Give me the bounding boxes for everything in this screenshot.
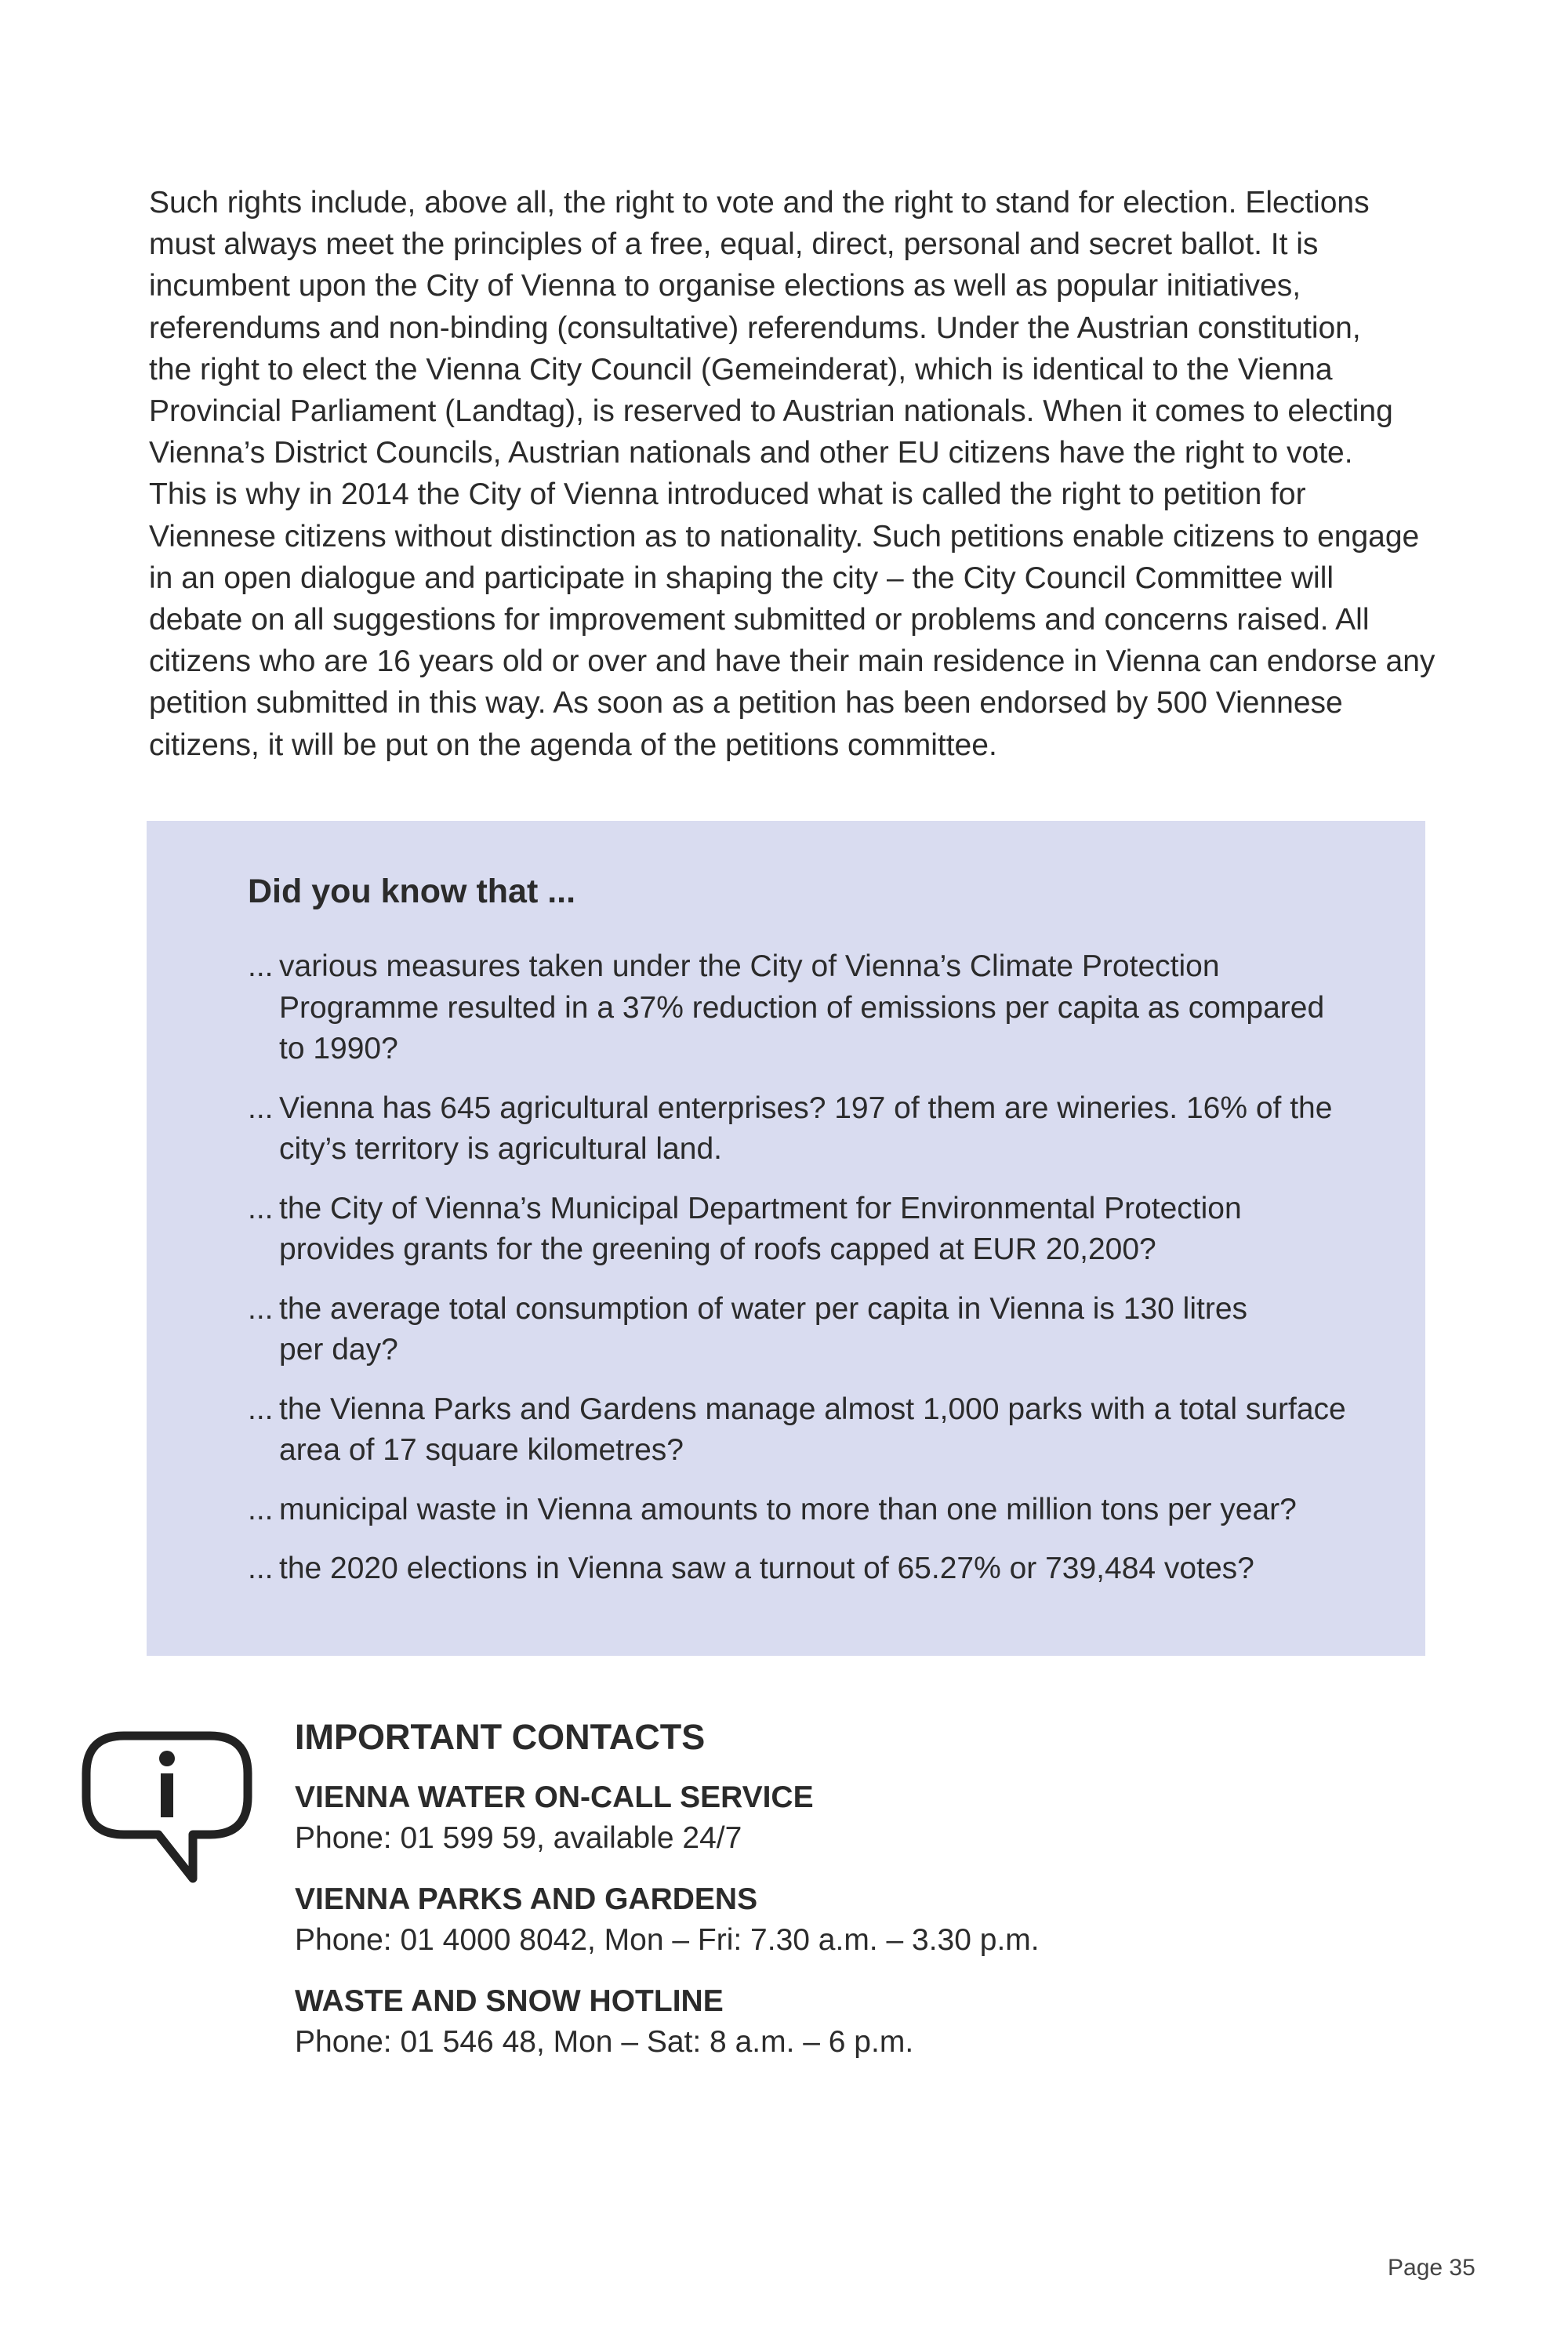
fact-item: [248, 1548, 1361, 1590]
intro-line: Provincial Parliament (Landtag), is reserved to Austrian nationals. When it comes to electing: [149, 394, 1393, 429]
info-speech-bubble-icon: [77, 1725, 257, 1889]
fact-line: Programme resulted in a 37% reduction of emissions per capita as compared: [279, 990, 1325, 1025]
fact-item: [248, 1189, 1361, 1271]
fact-ellipsis: ...: [248, 1091, 274, 1125]
intro-line: referendums and non-binding (consultative) referendums. Under the Austrian constitution,: [149, 310, 1361, 345]
fact-ellipsis: ...: [248, 1291, 274, 1326]
fact-ellipsis: ...: [248, 1492, 274, 1526]
fact-item: [248, 1490, 1361, 1531]
contact-entry: [295, 1981, 1314, 2063]
intro-line: incumbent upon the City of Vienna to organise elections as well as popular initiatives,: [149, 269, 1301, 303]
fact-line: the average total consumption of water per capita in Vienna is 130 litres: [279, 1291, 1248, 1326]
did-you-know-box: [147, 821, 1425, 1656]
fact-line: municipal waste in Vienna amounts to more than one million tons per year?: [279, 1492, 1297, 1526]
contact-name: WASTE AND SNOW HOTLINE: [295, 1984, 724, 2018]
fact-ellipsis: ...: [248, 1191, 274, 1225]
contact-phone: Phone: 01 599 59, available 24/7: [295, 1821, 742, 1855]
fact-item: [248, 1389, 1361, 1472]
contact-entry: [295, 1879, 1314, 1961]
did-you-know-title: Did you know that ...: [248, 873, 576, 910]
page-number: Page 35: [1388, 2255, 1475, 2281]
intro-line: citizens who are 16 years old or over and have their main residence in Vienna can endorse any: [149, 644, 1436, 679]
contact-phone: Phone: 01 4000 8042, Mon – Fri: 7.30 a.m. – 3.30 p.m.: [295, 1923, 1040, 1957]
fact-line: Vienna has 645 agricultural enterprises? 197 of them are wineries. 16% of the: [279, 1091, 1333, 1125]
intro-line: Viennese citizens without distinction as to nationality. Such petitions enable citizens to engage: [149, 519, 1420, 554]
intro-line: Vienna’s District Councils, Austrian nationals and other EU citizens have the right to vote.: [149, 436, 1353, 470]
fact-item: [248, 1289, 1361, 1371]
fact-ellipsis: ...: [248, 1392, 274, 1426]
intro-paragraph: [149, 182, 1436, 766]
fact-line: the 2020 elections in Vienna saw a turnout of 65.27% or 739,484 votes?: [279, 1552, 1254, 1585]
fact-item: [248, 1088, 1361, 1171]
fact-line: to 1990?: [279, 1032, 398, 1065]
intro-line: Such rights include, above all, the right to vote and the right to stand for election. Elections: [149, 186, 1370, 220]
contact-phone: Phone: 01 546 48, Mon – Sat: 8 a.m. – 6 p.m.: [295, 2025, 914, 2059]
fact-line: provides grants for the greening of roofs capped at EUR 20,200?: [279, 1232, 1156, 1266]
intro-line: citizens, it will be put on the agenda of the petitions committee.: [149, 728, 997, 762]
intro-line: in an open dialogue and participate in shaping the city – the City Council Committee will: [149, 561, 1334, 595]
fact-line: per day?: [279, 1333, 398, 1367]
fact-ellipsis: ...: [248, 1552, 274, 1585]
fact-ellipsis: ...: [248, 949, 274, 983]
fact-line: area of 17 square kilometres?: [279, 1433, 684, 1467]
intro-line: This is why in 2014 the City of Vienna introduced what is called the right to petition for: [149, 477, 1306, 512]
contact-entry: [295, 1777, 1314, 1859]
intro-line: must always meet the principles of a free, equal, direct, personal and secret ballot. It is: [149, 227, 1319, 262]
intro-line: the right to elect the Vienna City Council (Gemeinderat), which is identical to the Vienna: [149, 352, 1333, 387]
contacts-title: IMPORTANT CONTACTS: [295, 1717, 706, 1757]
important-contacts: [295, 1717, 1314, 2083]
intro-line: debate on all suggestions for improvement submitted or problems and concerns raised. All: [149, 603, 1370, 637]
intro-line: petition submitted in this way. As soon as a petition has been endorsed by 500 Viennese: [149, 686, 1343, 720]
contact-name: VIENNA WATER ON-CALL SERVICE: [295, 1780, 814, 1814]
fact-line: the City of Vienna’s Municipal Department for Environmental Protection: [279, 1191, 1242, 1225]
fact-list: [248, 946, 1361, 1608]
fact-line: the Vienna Parks and Gardens manage almost 1,000 parks with a total surface: [279, 1392, 1346, 1426]
fact-line: various measures taken under the City of Vienna’s Climate Protection: [279, 949, 1220, 983]
fact-item: [248, 946, 1361, 1070]
fact-line: city’s territory is agricultural land.: [279, 1132, 722, 1166]
contact-name: VIENNA PARKS AND GARDENS: [295, 1882, 758, 1916]
